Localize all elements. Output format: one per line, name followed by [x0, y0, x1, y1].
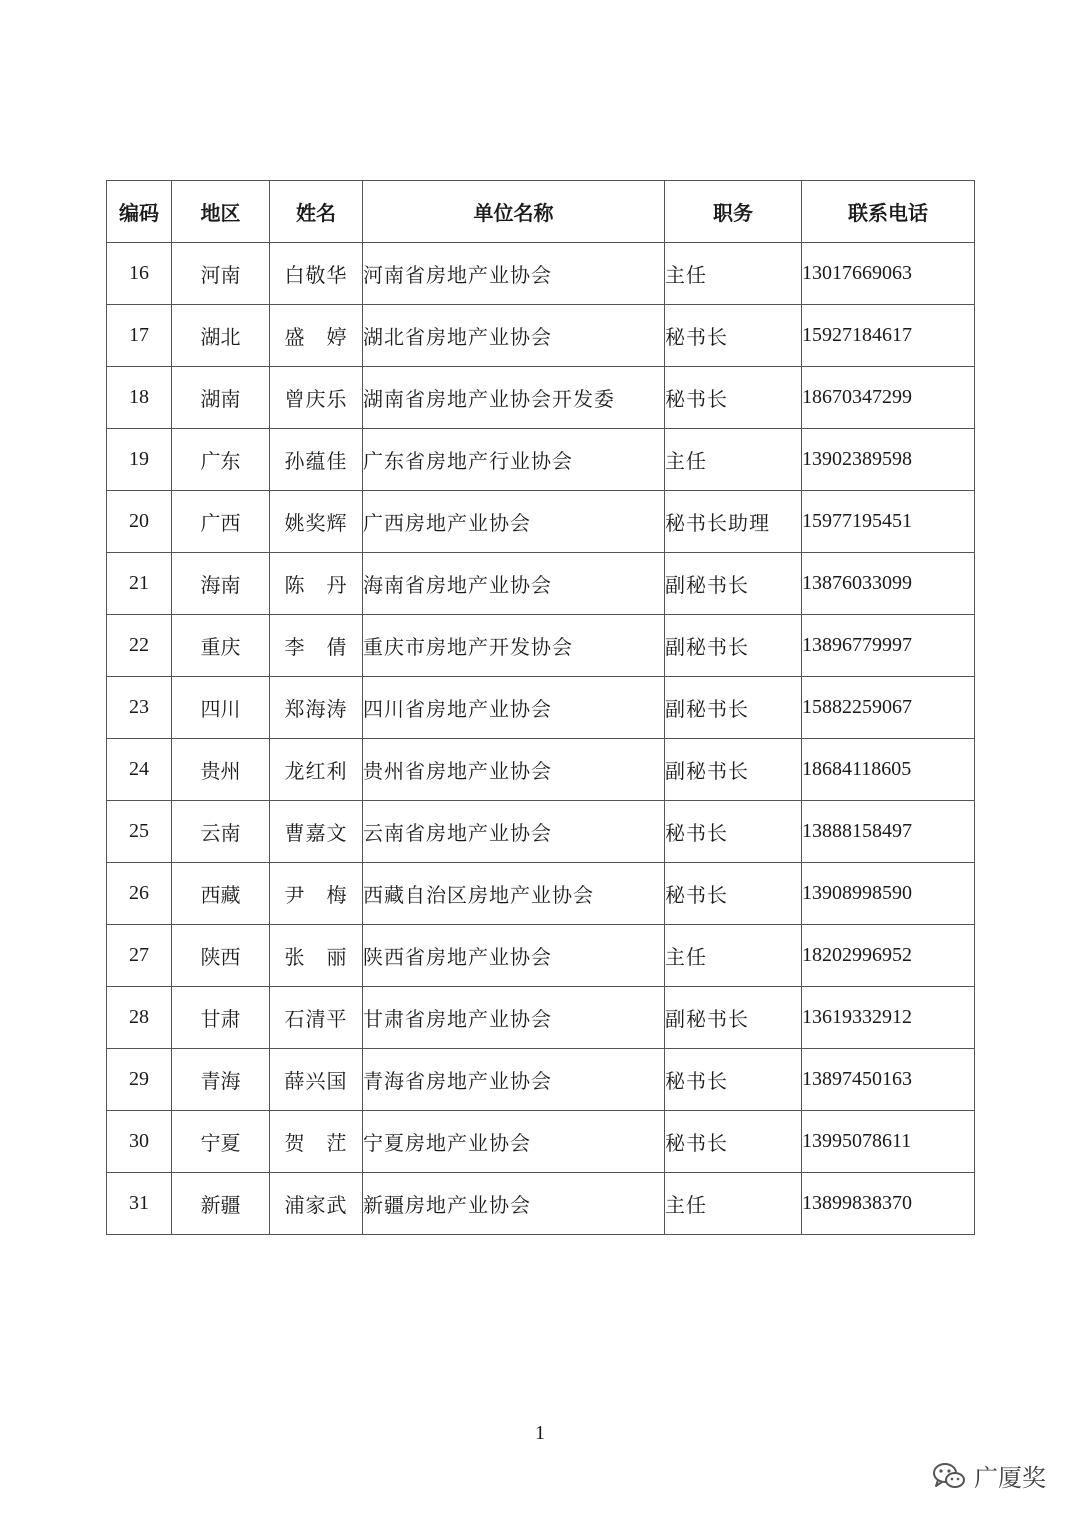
- table-row: [107, 1049, 975, 1111]
- cell-region: 甘肃: [172, 987, 270, 1049]
- cell-phone: 18202996952: [802, 925, 975, 987]
- header-unit: 单位名称: [363, 181, 665, 243]
- cell-title: 秘书长: [665, 863, 802, 925]
- table-row: [107, 739, 975, 801]
- cell-unit: 陕西省房地产业协会: [363, 925, 665, 987]
- cell-title: 副秘书长: [665, 739, 802, 801]
- cell-phone: 15977195451: [802, 491, 975, 553]
- table-row: [107, 429, 975, 491]
- cell-code: 30: [107, 1111, 172, 1173]
- cell-phone: 13619332912: [802, 987, 975, 1049]
- cell-title: 主任: [665, 1173, 802, 1235]
- cell-name: 浦家武: [270, 1173, 363, 1235]
- cell-phone: 13897450163: [802, 1049, 975, 1111]
- cell-code: 19: [107, 429, 172, 491]
- cell-name: 龙红利: [270, 739, 363, 801]
- cell-name: 贺 茳: [270, 1111, 363, 1173]
- cell-unit: 海南省房地产业协会: [363, 553, 665, 615]
- header-code: 编码: [107, 181, 172, 243]
- cell-code: 24: [107, 739, 172, 801]
- cell-title: 主任: [665, 925, 802, 987]
- cell-code: 27: [107, 925, 172, 987]
- header-region: 地区: [172, 181, 270, 243]
- cell-name: 张 丽: [270, 925, 363, 987]
- table-row: [107, 553, 975, 615]
- cell-title: 秘书长: [665, 801, 802, 863]
- table-row: [107, 925, 975, 987]
- cell-title: 副秘书长: [665, 677, 802, 739]
- cell-name: 郑海涛: [270, 677, 363, 739]
- cell-name: 盛 婷: [270, 305, 363, 367]
- cell-code: 21: [107, 553, 172, 615]
- table-row: [107, 491, 975, 553]
- cell-name: 尹 梅: [270, 863, 363, 925]
- cell-name: 白敬华: [270, 243, 363, 305]
- cell-unit: 新疆房地产业协会: [363, 1173, 665, 1235]
- cell-phone: 13896779997: [802, 615, 975, 677]
- watermark: [932, 1458, 1046, 1493]
- cell-code: 25: [107, 801, 172, 863]
- cell-title: 副秘书长: [665, 987, 802, 1049]
- cell-region: 湖北: [172, 305, 270, 367]
- cell-unit: 湖北省房地产业协会: [363, 305, 665, 367]
- cell-phone: 13876033099: [802, 553, 975, 615]
- cell-unit: 宁夏房地产业协会: [363, 1111, 665, 1173]
- cell-code: 26: [107, 863, 172, 925]
- cell-title: 秘书长: [665, 1111, 802, 1173]
- cell-title: 秘书长助理: [665, 491, 802, 553]
- header-name: 姓名: [270, 181, 363, 243]
- table-header-row: [107, 181, 975, 243]
- cell-unit: 湖南省房地产业协会开发委: [363, 367, 665, 429]
- header-title: 职务: [665, 181, 802, 243]
- table-row: [107, 863, 975, 925]
- cell-phone: 13899838370: [802, 1173, 975, 1235]
- cell-region: 贵州: [172, 739, 270, 801]
- cell-title: 副秘书长: [665, 615, 802, 677]
- cell-unit: 云南省房地产业协会: [363, 801, 665, 863]
- cell-name: 陈 丹: [270, 553, 363, 615]
- cell-unit: 河南省房地产业协会: [363, 243, 665, 305]
- contact-table: [106, 180, 975, 1235]
- cell-phone: 15927184617: [802, 305, 975, 367]
- table-body: [107, 243, 975, 1235]
- cell-unit: 西藏自治区房地产业协会: [363, 863, 665, 925]
- cell-title: 主任: [665, 429, 802, 491]
- cell-unit: 重庆市房地产开发协会: [363, 615, 665, 677]
- cell-name: 石清平: [270, 987, 363, 1049]
- cell-unit: 甘肃省房地产业协会: [363, 987, 665, 1049]
- cell-unit: 青海省房地产业协会: [363, 1049, 665, 1111]
- cell-phone: 18684118605: [802, 739, 975, 801]
- header-phone: 联系电话: [802, 181, 975, 243]
- watermark-text: 广厦奖: [974, 1464, 1046, 1492]
- cell-code: 23: [107, 677, 172, 739]
- cell-unit: 四川省房地产业协会: [363, 677, 665, 739]
- cell-phone: 13902389598: [802, 429, 975, 491]
- cell-region: 广西: [172, 491, 270, 553]
- cell-code: 22: [107, 615, 172, 677]
- cell-region: 河南: [172, 243, 270, 305]
- cell-name: 李 倩: [270, 615, 363, 677]
- cell-region: 陕西: [172, 925, 270, 987]
- cell-region: 西藏: [172, 863, 270, 925]
- table-row: [107, 677, 975, 739]
- cell-name: 孙蕴佳: [270, 429, 363, 491]
- table-row: [107, 243, 975, 305]
- cell-region: 四川: [172, 677, 270, 739]
- page-number: 1: [535, 1422, 545, 1444]
- cell-title: 主任: [665, 243, 802, 305]
- cell-phone: 13908998590: [802, 863, 975, 925]
- cell-unit: 贵州省房地产业协会: [363, 739, 665, 801]
- cell-region: 海南: [172, 553, 270, 615]
- cell-phone: 18670347299: [802, 367, 975, 429]
- cell-code: 17: [107, 305, 172, 367]
- cell-region: 新疆: [172, 1173, 270, 1235]
- cell-name: 薛兴国: [270, 1049, 363, 1111]
- table-row: [107, 615, 975, 677]
- table-row: [107, 367, 975, 429]
- cell-title: 副秘书长: [665, 553, 802, 615]
- cell-title: 秘书长: [665, 1049, 802, 1111]
- cell-unit: 广西房地产业协会: [363, 491, 665, 553]
- cell-region: 宁夏: [172, 1111, 270, 1173]
- table-row: [107, 987, 975, 1049]
- table-row: [107, 305, 975, 367]
- cell-code: 20: [107, 491, 172, 553]
- cell-name: 姚奖辉: [270, 491, 363, 553]
- cell-code: 16: [107, 243, 172, 305]
- cell-phone: 13888158497: [802, 801, 975, 863]
- cell-phone: 13017669063: [802, 243, 975, 305]
- cell-code: 29: [107, 1049, 172, 1111]
- table-row: [107, 1111, 975, 1173]
- cell-region: 广东: [172, 429, 270, 491]
- cell-region: 云南: [172, 801, 270, 863]
- cell-phone: 15882259067: [802, 677, 975, 739]
- cell-code: 28: [107, 987, 172, 1049]
- cell-name: 曹嘉文: [270, 801, 363, 863]
- cell-code: 31: [107, 1173, 172, 1235]
- cell-region: 重庆: [172, 615, 270, 677]
- cell-code: 18: [107, 367, 172, 429]
- wechat-icon: [932, 1461, 966, 1491]
- cell-title: 秘书长: [665, 367, 802, 429]
- cell-phone: 13995078611: [802, 1111, 975, 1173]
- cell-unit: 广东省房地产行业协会: [363, 429, 665, 491]
- cell-region: 青海: [172, 1049, 270, 1111]
- cell-title: 秘书长: [665, 305, 802, 367]
- cell-name: 曾庆乐: [270, 367, 363, 429]
- cell-region: 湖南: [172, 367, 270, 429]
- table-row: [107, 1173, 975, 1235]
- table-row: [107, 801, 975, 863]
